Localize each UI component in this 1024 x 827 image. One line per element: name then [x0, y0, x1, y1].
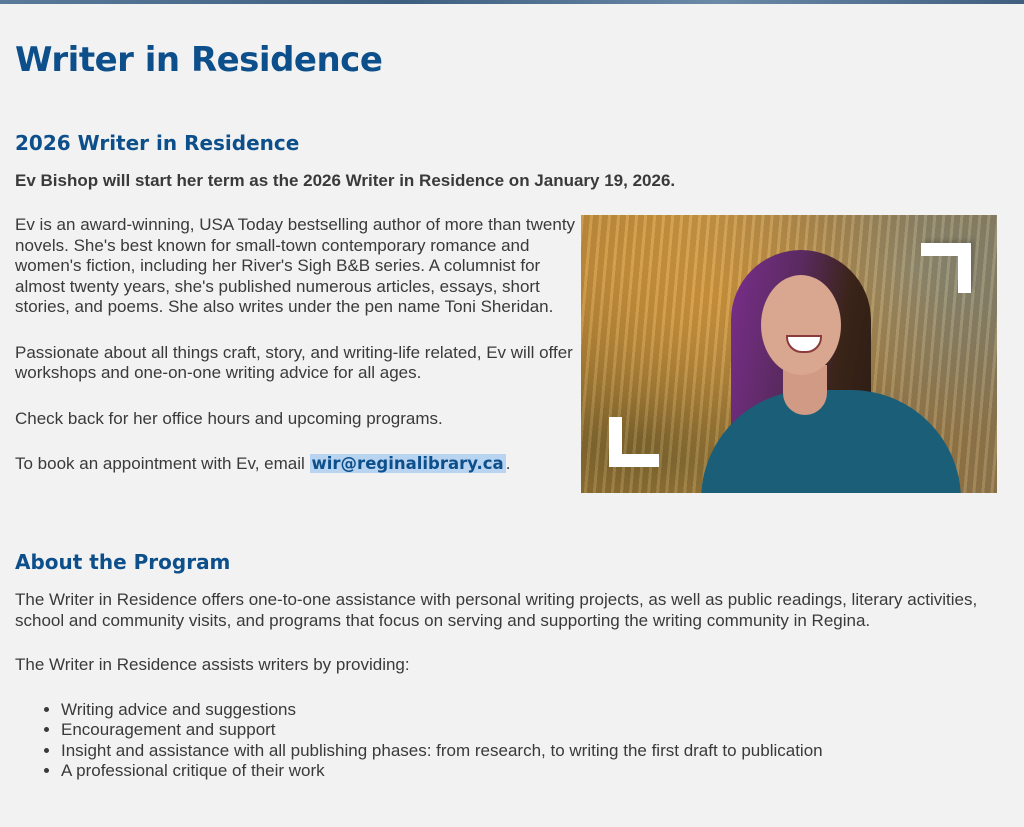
email-link[interactable]: wir@reginalibrary.ca	[311, 454, 504, 473]
section-heading-2026: 2026 Writer in Residence	[15, 131, 300, 155]
list-item: • A professional critique of their work	[61, 761, 995, 782]
list-intro: The Writer in Residence assists writers by providing:	[15, 655, 410, 674]
benefits-list	[15, 700, 995, 782]
lead-announcement: Ev Bishop will start her term as the 2026 Writer in Residence on January 19, 2026.	[15, 171, 676, 190]
about-intro: The Writer in Residence offers one-to-one assistance with personal writing projects, as well as public readings, literary activities, school and community visits, and programs that focus on serving and supporting the writing community in Regina.	[15, 590, 978, 630]
booking-paragraph	[15, 454, 580, 475]
booking-text: To book an appointment with Ev, email	[15, 454, 310, 473]
photo-face	[761, 275, 841, 375]
booking-suffix: .	[505, 454, 511, 473]
bio-paragraph: Check back for her office hours and upcoming programs.	[15, 408, 443, 428]
page-title: Writer in Residence	[15, 40, 383, 80]
list-item: • Writing advice and suggestions	[61, 700, 995, 721]
writer-bio	[15, 215, 580, 500]
list-item: • Encouragement and support	[61, 720, 995, 741]
list-item: • Insight and assistance with all publishing phases: from research, to writing the first draft to publication	[61, 741, 995, 762]
corner-bracket-icon	[921, 243, 971, 293]
writer-portrait-photo	[581, 215, 997, 493]
section-heading-about: About the Program	[15, 550, 231, 574]
bio-paragraph: Ev is an award-winning, USA Today bestselling author of more than twenty novels. She's best known for small-town contemporary romance and women's fiction, including her River's Sigh B&B series. A columnist for almost twenty years, she's published numerous articles, essays, short stories, and poems. She also writes under the pen name Toni Sheridan.	[15, 215, 576, 316]
corner-bracket-icon	[609, 417, 659, 467]
top-banner-strip	[0, 0, 1024, 4]
bio-paragraph: Passionate about all things craft, story, and writing-life related, Ev will offer workshops and one-on-one writing advice for all ages.	[15, 342, 573, 382]
about-program	[15, 590, 995, 782]
